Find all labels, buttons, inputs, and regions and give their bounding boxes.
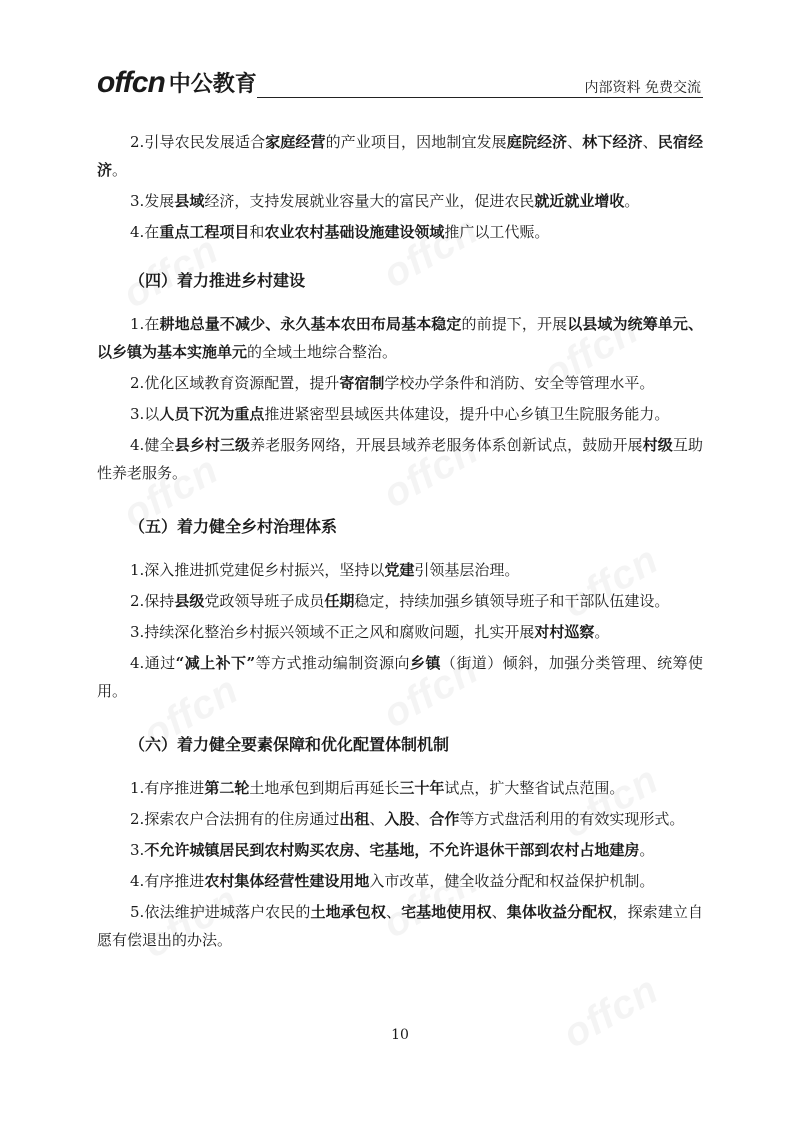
list-item: 4.有序推进农村集体经营性建设用地入市改革，健全收益分配和权益保护机制。 [130,872,655,890]
list-item: 1.在耕地总量不减少、永久基本农田布局基本稳定的前提下，开展以县域为统筹单元、以乡镇为基本实施单元的全域土地综合整治。 [97,315,703,361]
list-item: 3.持续深化整治乡村振兴领域不正之风和腐败问题，扎实开展对村巡察。 [130,623,610,641]
document-body [97,128,703,957]
header-note: 内部资料 免费交流 [584,80,701,96]
page-number: 10 [391,1027,409,1043]
header-rule [257,97,703,98]
list-item: 1.深入推进抓党建促乡村振兴，坚持以党建引领基层治理。 [130,561,520,579]
offcn-logo [97,62,257,98]
list-item: 2.保持县级党政领导班子成员任期稳定，持续加强乡镇领导班子和干部队伍建设。 [130,592,670,610]
section-heading: （六）着力健全要素保障和优化配置体制机制 [129,735,450,754]
logo-chinese-text: 中公教育 [168,72,257,97]
paragraph: 4.在重点工程项目和农业农村基础设施建设领域推广以工代赈。 [130,223,550,241]
section-heading: （五）着力健全乡村治理体系 [129,517,338,536]
list-item: 5.依法维护进城落户农民的土地承包权、宅基地使用权、集体收益分配权，探索建立自愿有偿退出的办法。 [97,903,703,949]
list-item: 2.优化区域教育资源配置，提升寄宿制学校办学条件和消防、安全等管理水平。 [130,374,655,392]
paragraph: 2.引导农民发展适合家庭经营的产业项目，因地制宜发展庭院经济、林下经济、民宿经济。 [97,133,703,179]
page-header [97,62,703,100]
section-heading: （四）着力推进乡村建设 [129,271,306,290]
paragraph: 3.发展县域经济，支持发展就业容量大的富民产业，促进农民就近就业增收。 [130,192,640,210]
list-item: 2.探索农户合法拥有的住房通过出租、入股、合作等方式盘活利用的有效实现形式。 [130,810,685,828]
list-item: 3.以人员下沉为重点推进紧密型县域医共体建设，提升中心乡镇卫生院服务能力。 [130,405,670,423]
list-item: 3.不允许城镇居民到农村购买农房、宅基地，不允许退休干部到农村占地建房。 [130,841,655,859]
watermark-text [556,968,667,1058]
logo-latin-text: offcn [97,66,165,99]
list-item: 4.通过“减上补下”等方式推动编制资源向乡镇（街道）倾斜，加强分类管理、统筹使用。 [97,654,703,700]
list-item: 1.有序推进第二轮土地承包到期后再延长三十年试点，扩大整省试点范围。 [130,779,625,797]
list-item: 4.健全县乡村三级养老服务网络，开展县域养老服务体系创新试点，鼓励开展村级互助性养老服务。 [97,436,703,482]
